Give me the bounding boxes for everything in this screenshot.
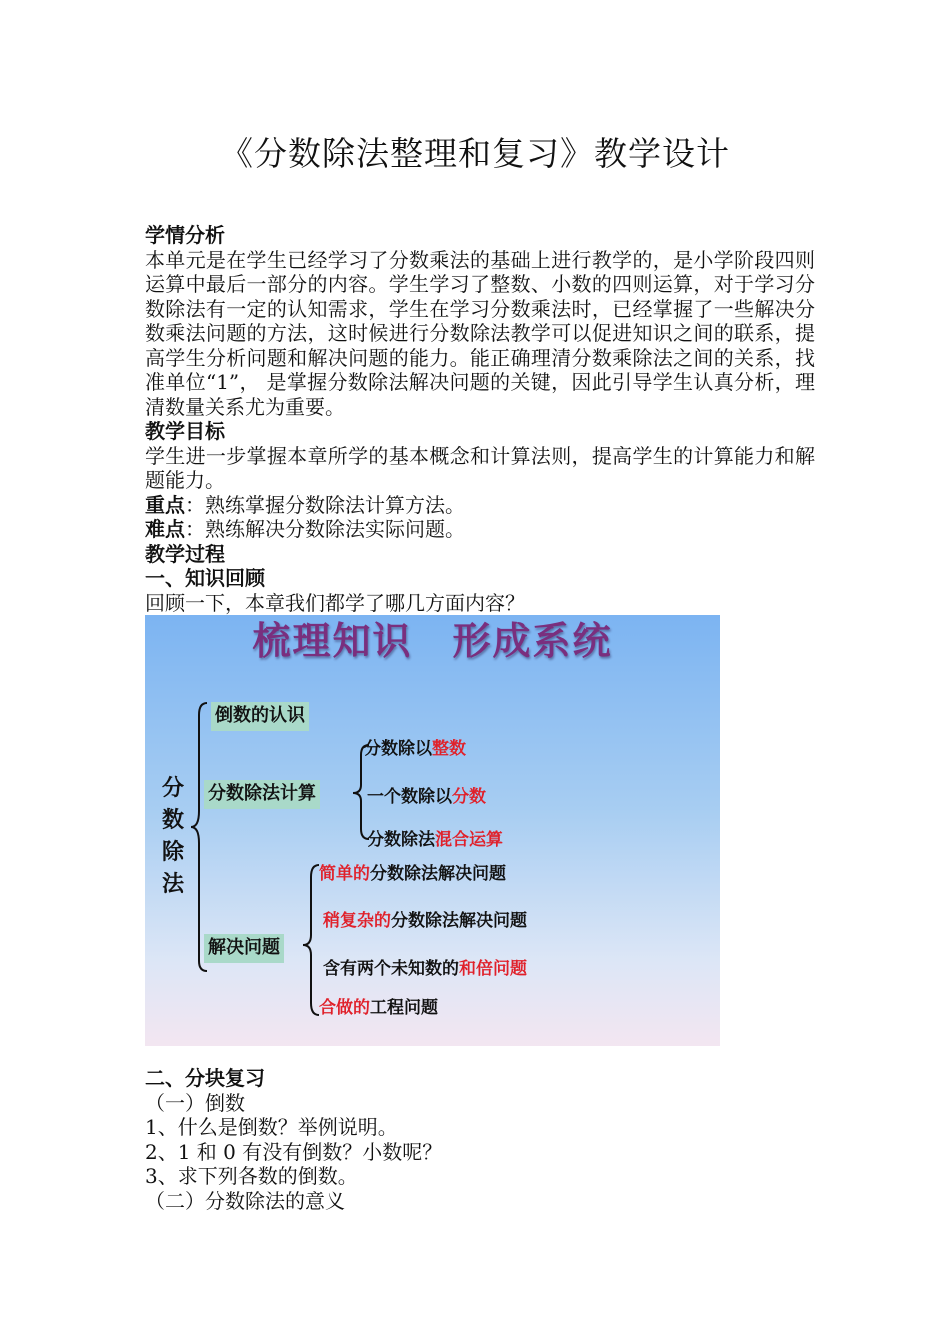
document-body	[145, 223, 815, 1213]
key-point-line	[145, 493, 815, 518]
review-heading: 二、分块复习	[145, 1066, 265, 1090]
analysis-text: 本单元是在学生已经学习了分数乘法的基础上进行教学的，是小学阶段四则运算中最后一部分的内容。学生学习了整数、小数的四则运算，对于学习分数除法有一定的认知需求，学生在学习分数乘法时，已经掌握了一些解决分数乘法问题的方法，这时候进行分数除法教学可以促进知识之间的联系，提高学生分析问题和解决问题的能力。能正确理清分数乘除法之间的关系，找准单位“1”， 是掌握分数除法解决问题的关键，因此引导学生认真分析，理清数量关系尤为重要。	[145, 247, 815, 419]
section1-heading: 一、知识回顾	[145, 566, 265, 590]
problem-item-3: 含有两个未知数的和倍问题	[323, 959, 527, 979]
branch-calculation: 分数除法计算	[204, 780, 320, 809]
branch-problems: 解决问题	[204, 934, 284, 963]
process-heading: 教学过程	[145, 541, 225, 566]
section1-text: 回顾一下，本章我们都学了哪几方面内容？	[145, 590, 525, 615]
document-title: 《分数除法整理和复习》教学设计	[220, 134, 730, 173]
knowledge-map-slide	[145, 615, 720, 1046]
root-char-3: 除	[161, 840, 184, 865]
problem-item-4: 合做的工程问题	[319, 998, 438, 1018]
problem-item-2: 稍复杂的分数除法解决问题	[323, 911, 527, 931]
calc-item-1: 分数除以整数	[364, 739, 466, 759]
difficulty-text: ：熟练解决分数除法实际问题。	[185, 517, 465, 541]
difficulty-line	[145, 517, 815, 542]
root-char-4: 法	[161, 872, 184, 897]
key-point-text: ：熟练掌握分数除法计算方法。	[185, 492, 465, 517]
slide-root-label	[160, 773, 186, 901]
root-char-2: 数	[161, 808, 184, 833]
slide-title: 梳理知识 形成系统	[252, 619, 613, 663]
goals-text: 学生进一步掌握本章所学的基本概念和计算法则，提高学生的计算能力和解题能力。	[145, 443, 815, 492]
review-sub2: （二）分数除法的意义	[145, 1188, 345, 1213]
review-question-2: 2、1 和 0 有没有倒数？小数呢？	[145, 1139, 443, 1164]
review-sub1: （一）倒数	[145, 1090, 245, 1115]
review-question-3: 3、求下列各数的倒数。	[145, 1164, 358, 1188]
review-question-1: 1、什么是倒数？举例说明。	[145, 1115, 398, 1139]
spacer	[145, 1046, 815, 1066]
branch-reciprocal: 倒数的认识	[211, 702, 309, 731]
goals-heading: 教学目标	[145, 419, 225, 443]
problem-item-1: 简单的分数除法解决问题	[319, 864, 506, 884]
root-char-1: 分	[161, 776, 184, 801]
difficulty-label: 难点	[145, 517, 185, 541]
key-point-label: 重点	[145, 492, 185, 517]
calc-item-3: 分数除法混合运算	[367, 830, 503, 850]
calc-item-2: 一个数除以分数	[367, 787, 486, 807]
analysis-heading: 学情分析	[145, 223, 225, 247]
